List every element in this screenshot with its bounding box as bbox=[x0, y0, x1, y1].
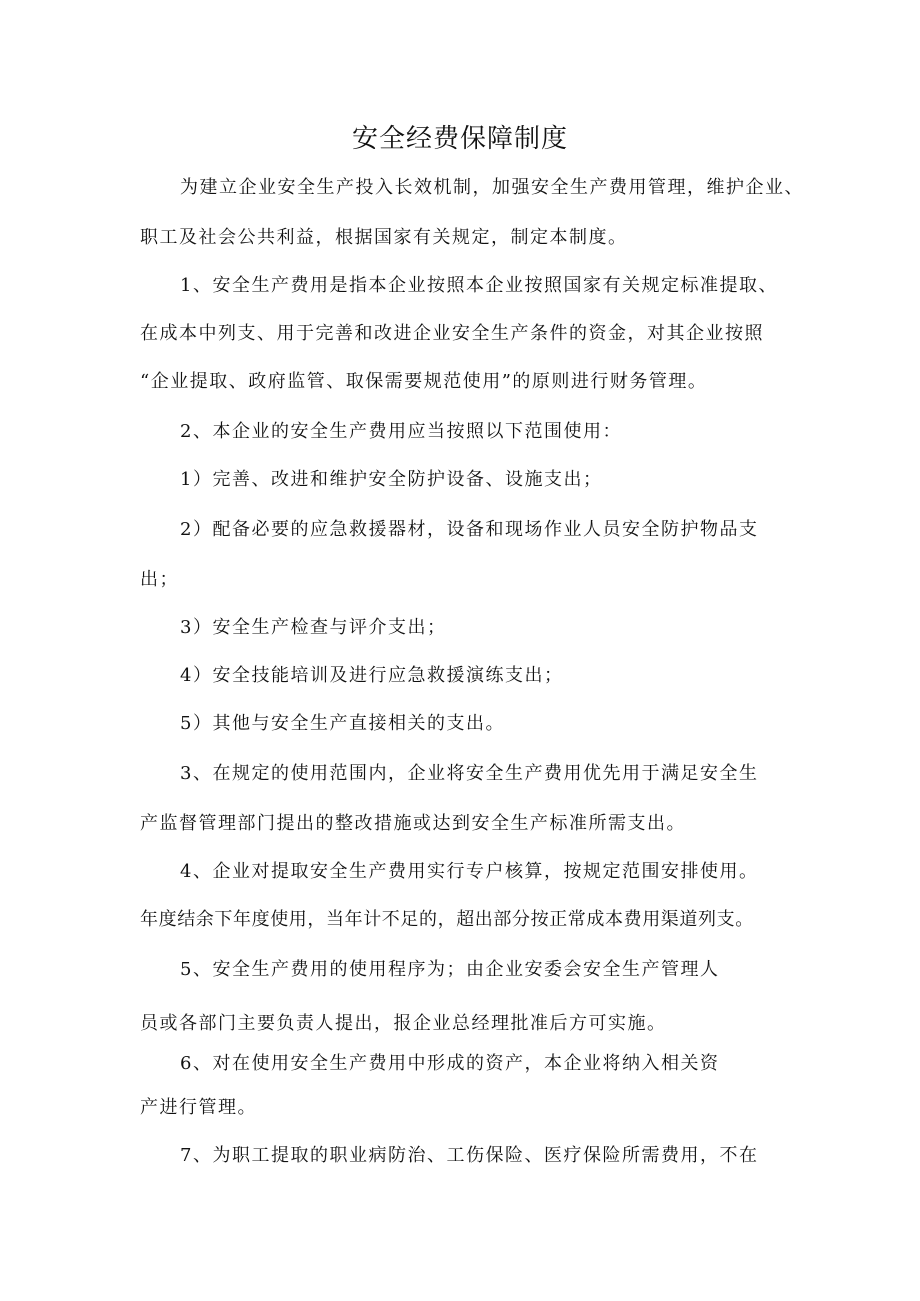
body-line: 出； bbox=[140, 569, 179, 590]
body-line: 5、安全生产费用的使用程序为；由企业安委会安全生产管理人 bbox=[180, 959, 720, 980]
body-line: 2）配备必要的应急救援器材，设备和现场作业人员安全防护物品支 bbox=[180, 519, 759, 540]
body-line: 在成本中列支、用于完善和改进企业安全生产条件的资金，对其企业按照 bbox=[140, 323, 764, 344]
body-line: 3、在规定的使用范围内，企业将安全生产费用优先用于满足安全生 bbox=[180, 763, 759, 784]
body-line: 1）完善、改进和维护安全防护设备、设施支出； bbox=[180, 469, 603, 490]
body-line: 为建立企业安全生产投入长效机制，加强安全生产费用管理，维护企业、 bbox=[180, 177, 804, 198]
body-line: 7、为职工提取的职业病防治、工伤保险、医疗保险所需费用，不在 bbox=[180, 1145, 759, 1166]
body-line: 1、安全生产费用是指本企业按照本企业按照国家有关规定标准提取、 bbox=[180, 275, 778, 296]
document-title: 安全经费保障制度 bbox=[351, 124, 568, 154]
body-line: 3）安全生产检查与评介支出； bbox=[180, 617, 447, 638]
body-line: 职工及社会公共利益，根据国家有关规定，制定本制度。 bbox=[140, 227, 628, 248]
body-line: 4、企业对提取安全生产费用实行专户核算，按规定范围安排使用。 bbox=[180, 861, 759, 882]
body-line: 4）安全技能培训及进行应急救援演练支出； bbox=[180, 665, 564, 686]
body-line: 5）其他与安全生产直接相关的支出。 bbox=[180, 713, 505, 734]
body-line: 年度结余下年度使用，当年计不足的，超出部分按正常成本费用渠道列支。 bbox=[140, 909, 754, 930]
body-line: 产监督管理部门提出的整改措施或达到安全生产标准所需支出。 bbox=[140, 813, 686, 834]
body-line: 员或各部门主要负责人提出，报企业总经理批准后方可实施。 bbox=[140, 1013, 667, 1034]
body-line: 6、对在使用安全生产费用中形成的资产，本企业将纳入相关资 bbox=[180, 1053, 720, 1074]
body-line: 产进行管理。 bbox=[140, 1097, 257, 1118]
body-line: 2、本企业的安全生产费用应当按照以下范围使用： bbox=[180, 421, 622, 442]
body-line: “企业提取、政府监管、取保需要规范使用”的原则进行财务管理。 bbox=[140, 371, 708, 392]
